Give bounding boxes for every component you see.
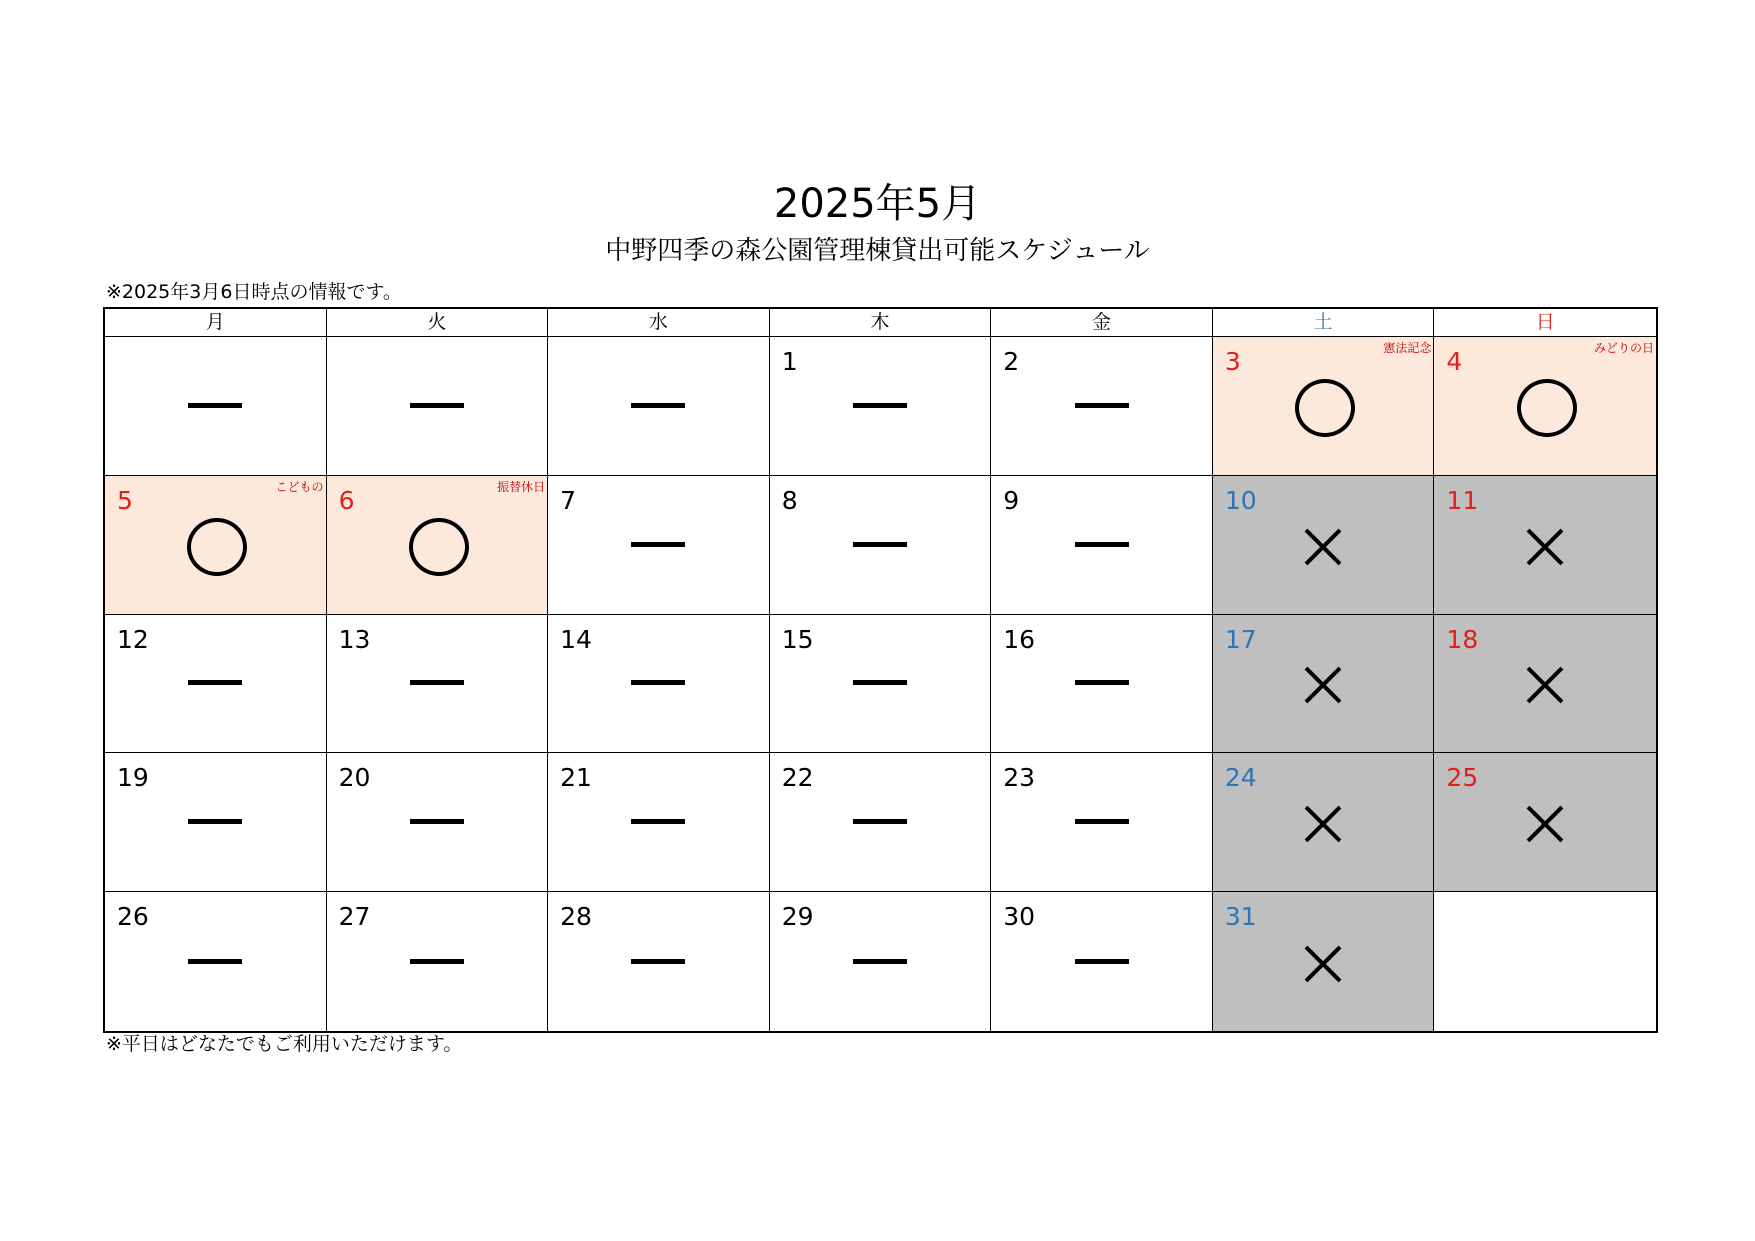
day-cell (105, 753, 327, 892)
not-applicable-dash-icon (1075, 403, 1129, 408)
day-cell (327, 476, 549, 615)
unavailable-cross-icon (1525, 527, 1565, 567)
unavailable-cross-icon (1525, 804, 1565, 844)
day-number: 28 (560, 902, 592, 932)
not-applicable-dash-icon (188, 959, 242, 964)
day-number: 30 (1003, 902, 1036, 932)
day-number: 15 (781, 624, 814, 654)
day-cell (105, 476, 327, 615)
day-cell (548, 892, 770, 1031)
day-number: 24 (1224, 763, 1257, 793)
day-cell (548, 615, 770, 754)
day-number: 6 (338, 485, 355, 515)
day-cell (105, 337, 327, 476)
day-number: 13 (338, 624, 371, 654)
not-applicable-dash-icon (631, 959, 685, 964)
day-cell (1434, 476, 1656, 615)
day-number: 31 (1224, 902, 1257, 932)
day-number: 25 (1446, 763, 1479, 793)
day-cell (770, 892, 992, 1031)
day-number: 17 (1224, 624, 1257, 654)
day-number: 14 (560, 624, 592, 654)
day-cell (1434, 337, 1656, 476)
weekday-header: 金 (991, 309, 1213, 337)
day-cell (770, 615, 992, 754)
day-number: 23 (1003, 763, 1036, 793)
weekday-header: 水 (548, 309, 770, 337)
day-cell (327, 892, 549, 1031)
day-number: 16 (1003, 624, 1036, 654)
day-number: 5 (117, 485, 133, 515)
unavailable-cross-icon (1303, 665, 1343, 705)
day-cell (548, 753, 770, 892)
available-circle-icon (409, 518, 469, 576)
not-applicable-dash-icon (410, 819, 464, 824)
day-cell (991, 753, 1213, 892)
unavailable-cross-icon (1303, 527, 1343, 567)
not-applicable-dash-icon (1075, 680, 1129, 685)
not-applicable-dash-icon (1075, 959, 1129, 964)
day-number: 9 (1003, 485, 1020, 515)
info-date-note: ※2025年3月6日時点の情報です。 (106, 281, 402, 303)
day-number: 10 (1224, 485, 1257, 515)
not-applicable-dash-icon (853, 542, 907, 547)
not-applicable-dash-icon (631, 542, 685, 547)
not-applicable-dash-icon (853, 819, 907, 824)
not-applicable-dash-icon (1075, 819, 1129, 824)
day-cell (1434, 753, 1656, 892)
day-number: 18 (1446, 624, 1479, 654)
day-number: 3 (1224, 347, 1241, 376)
day-cell (770, 753, 992, 892)
day-cell (1213, 337, 1435, 476)
weekday-header: 火 (327, 309, 549, 337)
day-number: 27 (338, 902, 371, 932)
day-number: 26 (117, 902, 149, 932)
calendar-grid (103, 307, 1658, 1033)
day-cell (991, 337, 1213, 476)
page-title: 2025年5月 (773, 181, 982, 227)
not-applicable-dash-icon (410, 403, 464, 408)
day-cell (327, 753, 549, 892)
day-number: 8 (781, 485, 798, 515)
weekday-header: 土 (1213, 309, 1435, 337)
day-cell (991, 476, 1213, 615)
day-cell (770, 476, 992, 615)
available-circle-icon (187, 518, 247, 576)
not-applicable-dash-icon (853, 403, 907, 408)
weekday-header: 月 (105, 309, 327, 337)
day-number: 29 (781, 902, 814, 932)
day-cell (770, 337, 992, 476)
day-cell (1213, 615, 1435, 754)
not-applicable-dash-icon (1075, 542, 1129, 547)
day-cell (548, 476, 770, 615)
day-number: 22 (781, 763, 814, 793)
not-applicable-dash-icon (410, 680, 464, 685)
day-cell (105, 615, 327, 754)
page-subtitle: 中野四季の森公園管理棟貸出可能スケジュール (605, 236, 1150, 266)
not-applicable-dash-icon (853, 959, 907, 964)
not-applicable-dash-icon (853, 680, 907, 685)
holiday-name: こどもの (275, 479, 324, 494)
day-cell (1434, 615, 1656, 754)
day-number: 2 (1003, 347, 1020, 376)
holiday-name: みどりの日 (1593, 341, 1654, 355)
day-cell (1213, 476, 1435, 615)
day-cell (1213, 753, 1435, 892)
unavailable-cross-icon (1303, 944, 1343, 984)
day-cell (548, 337, 770, 476)
day-cell (991, 892, 1213, 1031)
not-applicable-dash-icon (631, 403, 685, 408)
day-number: 12 (117, 624, 149, 654)
weekday-header: 木 (770, 309, 992, 337)
unavailable-cross-icon (1525, 665, 1565, 705)
day-cell (1213, 892, 1435, 1031)
unavailable-cross-icon (1303, 804, 1343, 844)
available-circle-icon (1295, 379, 1355, 437)
day-number: 1 (781, 347, 798, 376)
day-number: 20 (338, 763, 371, 793)
not-applicable-dash-icon (188, 819, 242, 824)
not-applicable-dash-icon (410, 959, 464, 964)
day-cell (327, 615, 549, 754)
day-number: 19 (117, 763, 149, 793)
day-cell (327, 337, 549, 476)
holiday-name: 振替休日 (497, 479, 546, 494)
day-number: 21 (560, 763, 592, 793)
day-cell (991, 615, 1213, 754)
day-number: 11 (1446, 485, 1479, 515)
day-cell (105, 892, 327, 1031)
day-number: 4 (1446, 347, 1463, 376)
day-number: 7 (560, 485, 577, 515)
not-applicable-dash-icon (631, 819, 685, 824)
not-applicable-dash-icon (631, 680, 685, 685)
weekday-usage-note: ※平日はどなたでもご利用いただけます。 (106, 1033, 463, 1055)
available-circle-icon (1517, 379, 1577, 437)
day-cell (1434, 892, 1656, 1031)
weekday-header: 日 (1434, 309, 1656, 337)
holiday-name: 憲法記念 (1383, 341, 1432, 355)
not-applicable-dash-icon (188, 403, 242, 408)
not-applicable-dash-icon (188, 680, 242, 685)
